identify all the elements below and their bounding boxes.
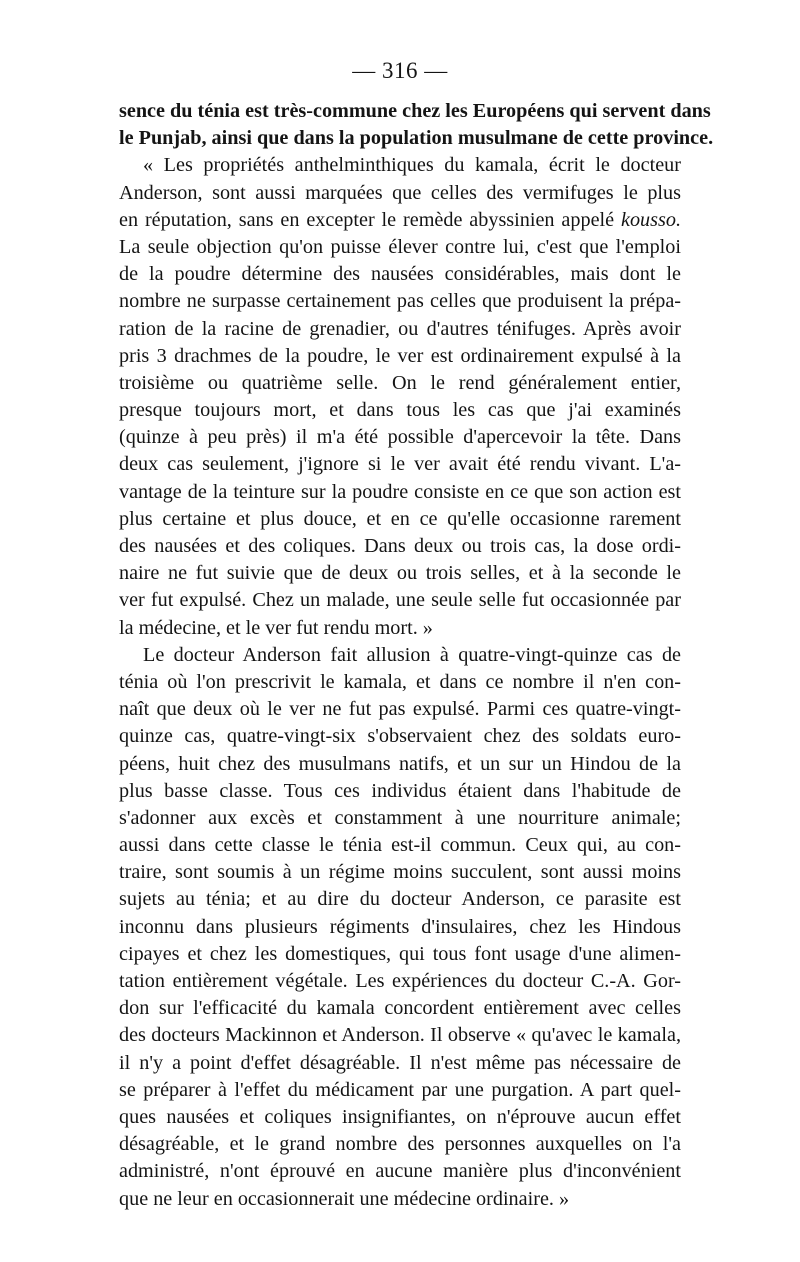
text-line: désagréable, et le grand nombre des personnes auxquelles on l'a <box>119 1133 681 1156</box>
text-line: deux cas seulement, j'ignore si le ver avait été rendu vivant. L'a- <box>119 453 681 476</box>
text-line: des nausées et des coliques. Dans deux ou trois cas, la dose ordi- <box>119 535 681 557</box>
text-line: tation entièrement végétale. Les expériences du docteur C.-A. Gor- <box>119 970 681 992</box>
text-line: naire ne fut suivie que de deux ou trois selles, et à la seconde le <box>119 562 681 585</box>
text-line: quinze cas, quatre-vingt-six s'observaient chez des soldats euro- <box>119 725 681 748</box>
text-line: ration de la racine de grenadier, ou d'autres ténifuges. Après avoir <box>119 317 681 340</box>
text-line: ques nausées et coliques insignifiantes, on n'éprouve aucun effet <box>119 1105 681 1128</box>
text-line <box>119 207 681 234</box>
text-line: ténia où l'on prescrivit le kamala, et dans ce nombre il n'en con- <box>119 670 681 693</box>
text-line: traire, sont soumis à un régime moins succulent, sont aussi moins <box>119 861 681 884</box>
text-line: troisième ou quatrième selle. On le rend généralement entier, <box>119 371 681 394</box>
body-text <box>119 98 714 1213</box>
text-line: de la poudre détermine des nausées considérables, mais dont le <box>119 263 681 286</box>
text-line: « Les propriétés anthelminthiques du kamala, écrit le docteur <box>143 154 681 177</box>
text-line: sence du ténia est très-commune chez les Européens qui servent dans <box>119 100 711 122</box>
text-line: naît que deux où le ver ne fut pas expulsé. Parmi ces quatre-vingt- <box>119 698 681 721</box>
text-line: administré, n'ont éprouvé en aucune manière plus d'inconvénient <box>119 1160 681 1183</box>
text-line: la médecine, et le ver fut rendu mort. » <box>119 616 433 639</box>
text-line: le Punjab, ainsi que dans la population musulmane de cette province. <box>119 127 714 150</box>
text-line: que ne leur en occasionnerait une médecine ordinaire. » <box>119 1187 570 1210</box>
text-line: plus certaine et plus douce, et en ce qu'elle occasionne rarement <box>119 507 681 530</box>
text-line: don sur l'efficacité du kamala concordent entièrement avec celles <box>119 997 681 1020</box>
text-line: presque toujours mort, et dans tous les cas que j'ai examinés <box>119 399 681 422</box>
text-line: cipayes et chez les domestiques, qui tous font usage d'une alimen- <box>119 942 681 965</box>
text-line: Le docteur Anderson fait allusion à quatre-vingt-quinze cas de <box>143 643 681 666</box>
text-segment: en réputation, sans en excepter le remède abyssinien appelé <box>119 208 615 231</box>
text-line: plus basse classe. Tous ces individus étaient dans l'habitude de <box>119 779 681 802</box>
text-line: ver fut expulsé. Chez un malade, une seule selle fut occasionnée par <box>119 589 681 612</box>
italic-word: kousso. <box>620 208 681 231</box>
text-line: s'adonner aux excès et constamment à une nourriture animale; <box>119 806 681 829</box>
text-line: pris 3 drachmes de la poudre, le ver est ordinairement expulsé à la <box>119 344 681 367</box>
text-line: La seule objection qu'on puisse élever contre lui, c'est que l'emploi <box>119 235 681 258</box>
page-number: — 316 — <box>352 58 448 83</box>
text-line: aussi dans cette classe le ténia est-il commun. Ceux qui, au con- <box>119 834 681 857</box>
text-line: des docteurs Mackinnon et Anderson. Il observe « qu'avec le kamala, <box>119 1024 681 1047</box>
text-line: péens, huit chez des musulmans natifs, et un sur un Hindou de la <box>119 752 681 775</box>
text-line: Anderson, sont aussi marquées que celles des vermifuges le plus <box>119 181 681 204</box>
text-line: inconnu dans plusieurs régiments d'insulaires, chez les Hindous <box>119 915 681 938</box>
text-line: nombre ne surpasse certainement pas celles que produisent la prépa- <box>119 290 681 313</box>
text-line: il n'y a point d'effet désagréable. Il n'est même pas nécessaire de <box>119 1051 681 1074</box>
text-line: sujets au ténia; et au dire du docteur Anderson, ce parasite est <box>119 888 681 911</box>
text-line: se préparer à l'effet du médicament par une purgation. A part quel- <box>119 1078 681 1101</box>
text-line: (quinze à peu près) il m'a été possible d'apercevoir la tête. Dans <box>119 426 681 449</box>
text-line: vantage de la teinture sur la poudre consiste en ce que son action est <box>119 480 681 503</box>
